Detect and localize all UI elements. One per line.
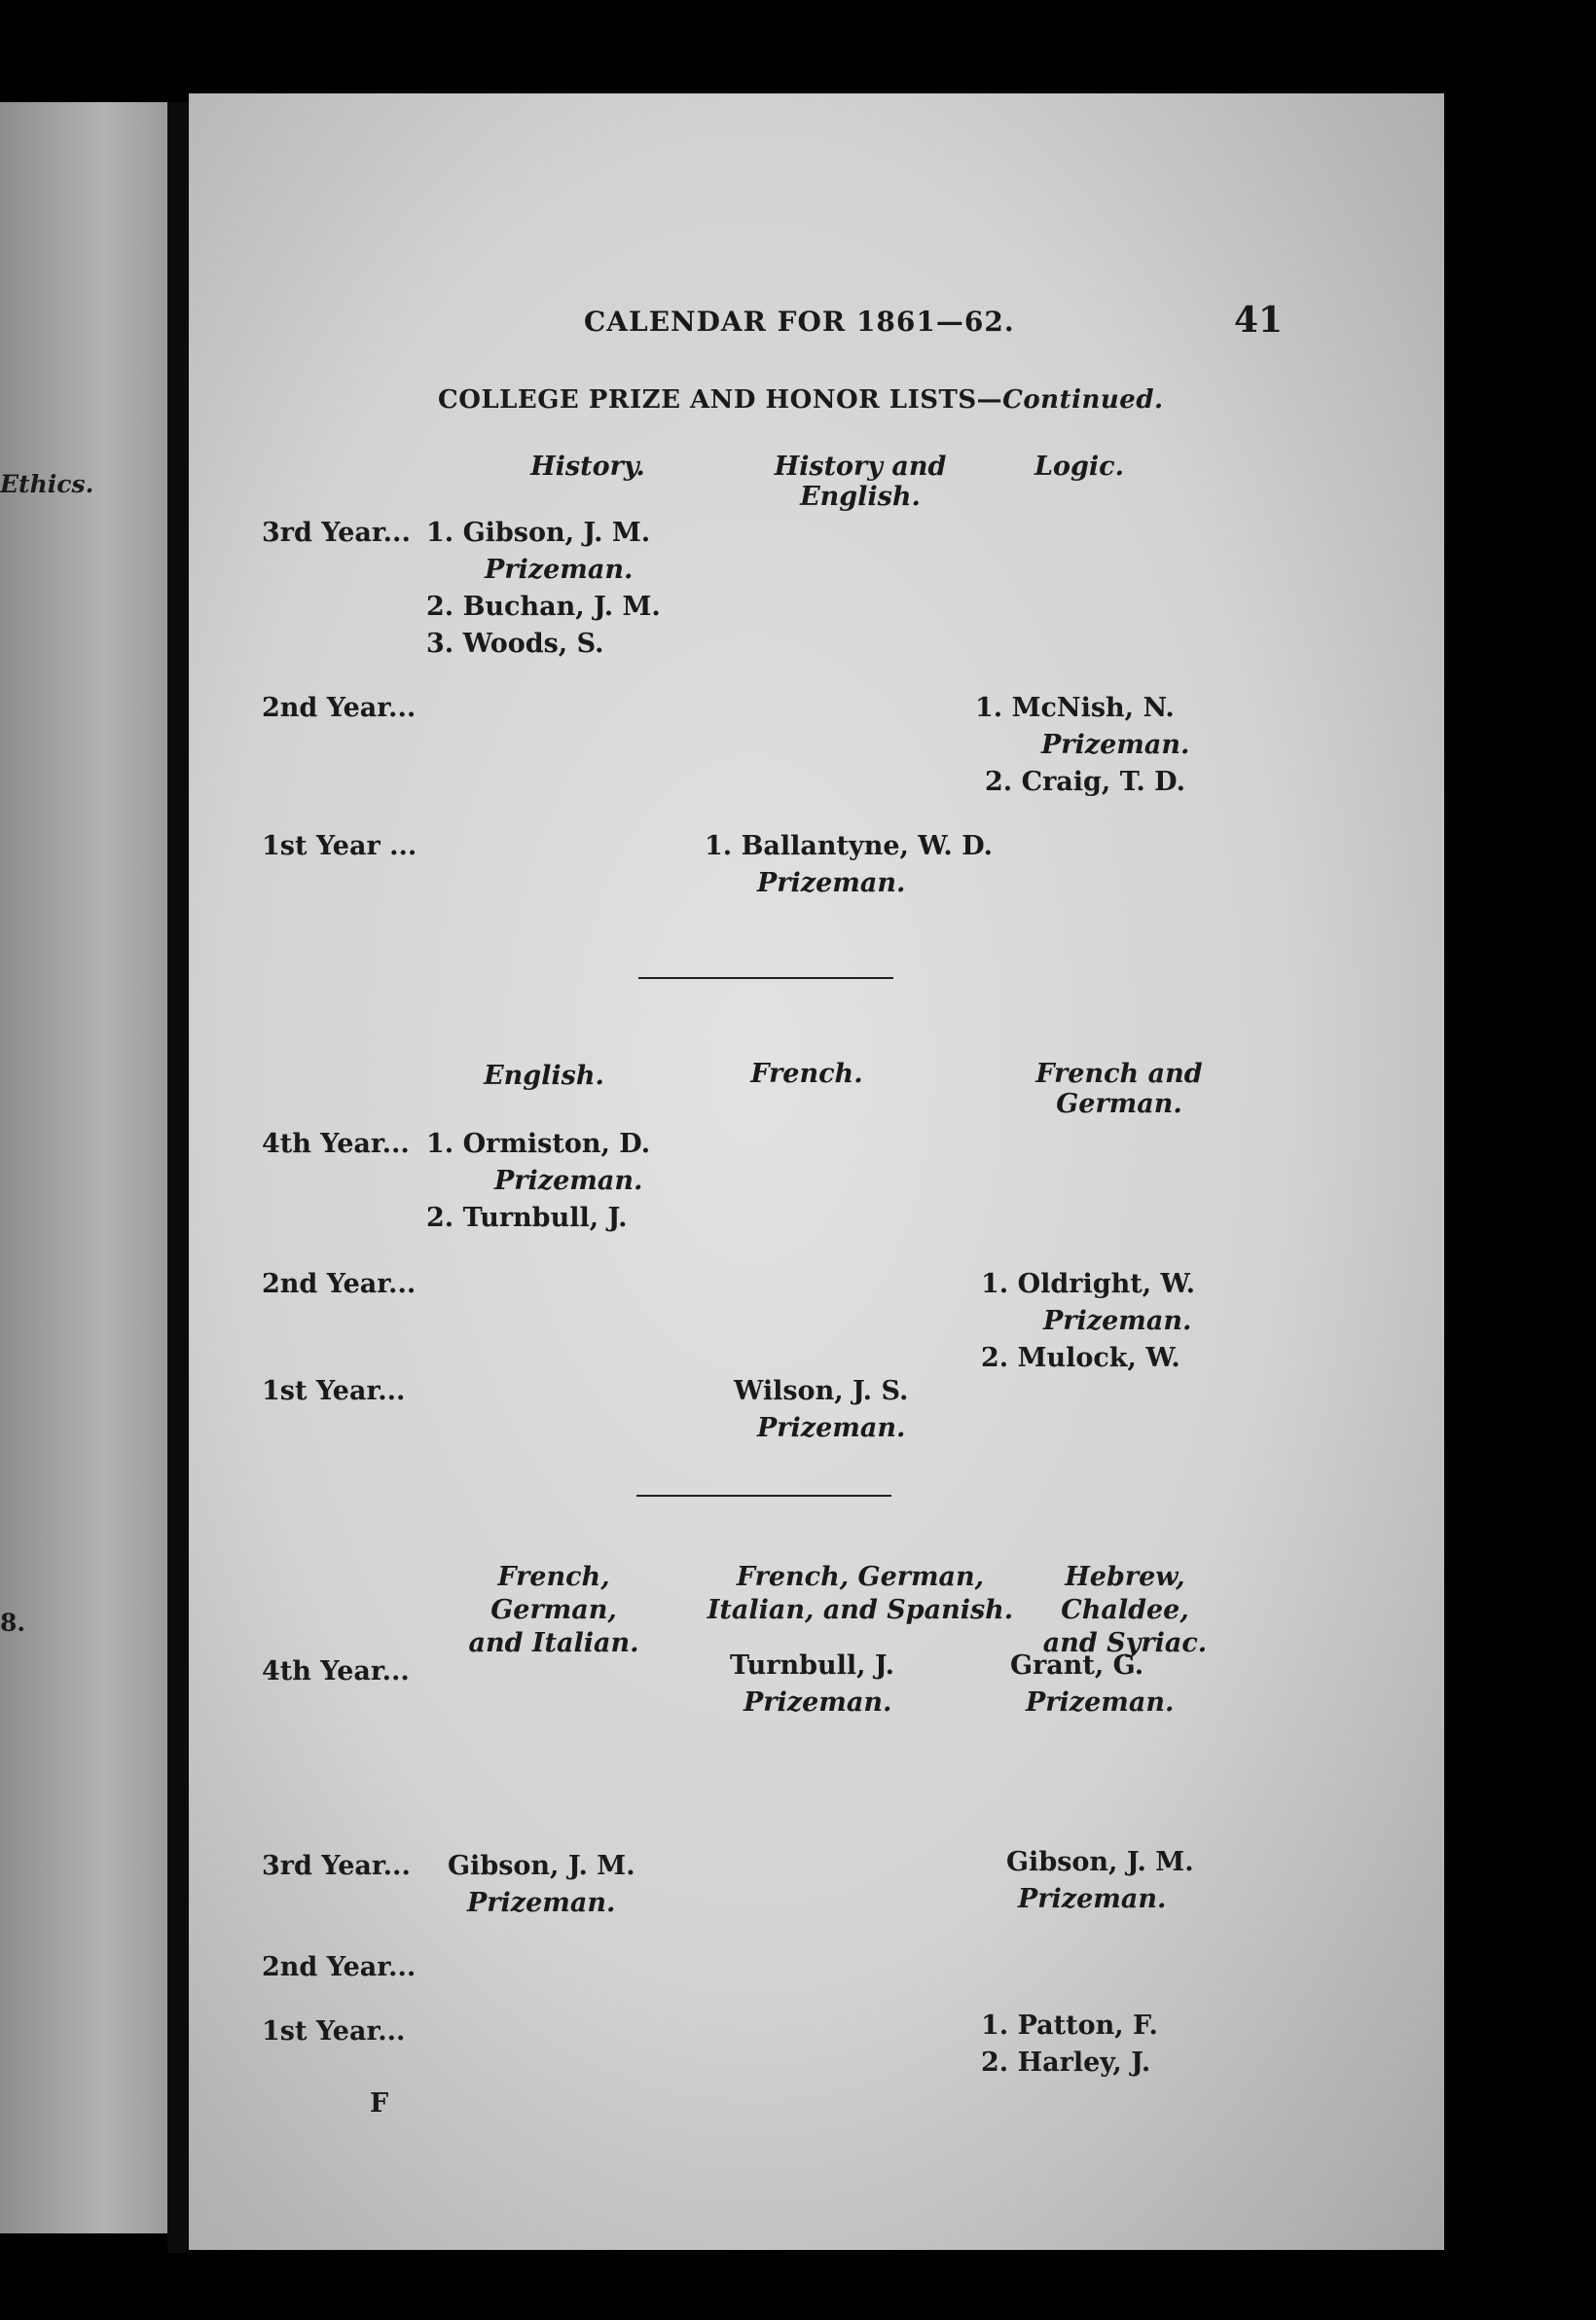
entry-name: 3. Woods, S. <box>426 629 604 659</box>
entry-name: 1. Gibson, J. M. <box>426 518 651 548</box>
year-label: 1st Year ... <box>262 831 417 861</box>
column-heading: History and English. <box>774 452 947 512</box>
entry-name: 1. Patton, F. <box>981 2011 1158 2041</box>
year-label: 1st Year... <box>262 2016 406 2047</box>
year-label: 2nd Year... <box>262 1952 417 1982</box>
year-label: 2nd Year... <box>262 693 417 723</box>
entry-name: 1. McNish, N. <box>975 693 1175 723</box>
year-label: 2nd Year... <box>262 1269 417 1299</box>
entry-name: 2. Mulock, W. <box>981 1343 1180 1373</box>
column-heading: French. <box>750 1059 863 1089</box>
entry-name: 1. Ballantyne, W. D. <box>705 831 994 861</box>
entry-name: Grant, G. <box>1010 1650 1144 1681</box>
entry-name: 1. Oldright, W. <box>981 1269 1196 1299</box>
column-heading: Logic. <box>1034 452 1124 482</box>
column-heading <box>705 1561 1016 1627</box>
column-heading: French and German. <box>1035 1059 1203 1119</box>
year-label: 1st Year... <box>262 1376 406 1406</box>
signature-mark: F <box>370 2088 389 2119</box>
entry-prize: Prizeman. <box>494 1166 643 1196</box>
entry-name: 2. Harley, J. <box>981 2048 1151 2078</box>
column-heading <box>442 1561 666 1660</box>
entry-prize: Prizeman. <box>1041 730 1190 760</box>
entry-name: Gibson, J. M. <box>448 1851 635 1881</box>
entry-name: Gibson, J. M. <box>1006 1847 1194 1877</box>
column-heading-line: French, German, <box>490 1562 617 1625</box>
entry-prize: Prizeman. <box>1026 1687 1175 1718</box>
left-margin-fragment: 8. <box>0 1609 26 1637</box>
subtitle-main: COLLEGE PRIZE AND HONOR LISTS— <box>438 385 1003 415</box>
entry-name: 1. Ormiston, D. <box>426 1129 651 1159</box>
entry-name: 2. Turnbull, J. <box>426 1203 628 1233</box>
column-heading: English. <box>484 1061 604 1091</box>
book-gutter <box>167 102 189 2253</box>
year-label: 3rd Year... <box>262 1851 411 1881</box>
year-label: 4th Year... <box>262 1656 410 1686</box>
entry-prize: Prizeman. <box>485 555 634 585</box>
entry-prize: Prizeman. <box>467 1888 616 1918</box>
entry-name: 2. Buchan, J. M. <box>426 592 661 622</box>
subtitle-continued: Continued. <box>1002 385 1164 415</box>
entry-prize: Prizeman. <box>1043 1306 1192 1336</box>
left-margin-fragment: Ethics. <box>0 470 94 498</box>
entry-name: Wilson, J. S. <box>734 1376 909 1406</box>
year-label: 3rd Year... <box>262 518 411 548</box>
column-heading-line: Italian, and Spanish. <box>707 1595 1014 1625</box>
left-page-edge <box>0 102 173 2233</box>
entry-prize: Prizeman. <box>757 1413 906 1443</box>
running-title: CALENDAR FOR 1861—62. <box>584 306 1015 338</box>
column-heading-line: and Syriac. <box>1042 1628 1208 1658</box>
entry-prize: Prizeman. <box>757 868 906 898</box>
entry-name: 2. Craig, T. D. <box>985 767 1185 797</box>
column-heading-line: French, German, <box>736 1562 985 1592</box>
year-label: 4th Year... <box>262 1129 410 1159</box>
entry-prize: Prizeman. <box>1018 1884 1167 1914</box>
column-heading-line: Hebrew, Chaldee, <box>1061 1562 1189 1625</box>
entry-name: Turnbull, J. <box>730 1650 895 1681</box>
entry-prize: Prizeman. <box>744 1687 892 1718</box>
column-heading-line: and Italian. <box>468 1628 639 1658</box>
section-divider <box>638 977 893 979</box>
column-heading: History. <box>530 452 645 482</box>
column-heading <box>1002 1561 1248 1660</box>
document-page <box>189 93 1444 2250</box>
section-subtitle <box>438 385 1164 415</box>
section-divider <box>636 1495 891 1497</box>
page-number: 41 <box>1234 300 1284 341</box>
